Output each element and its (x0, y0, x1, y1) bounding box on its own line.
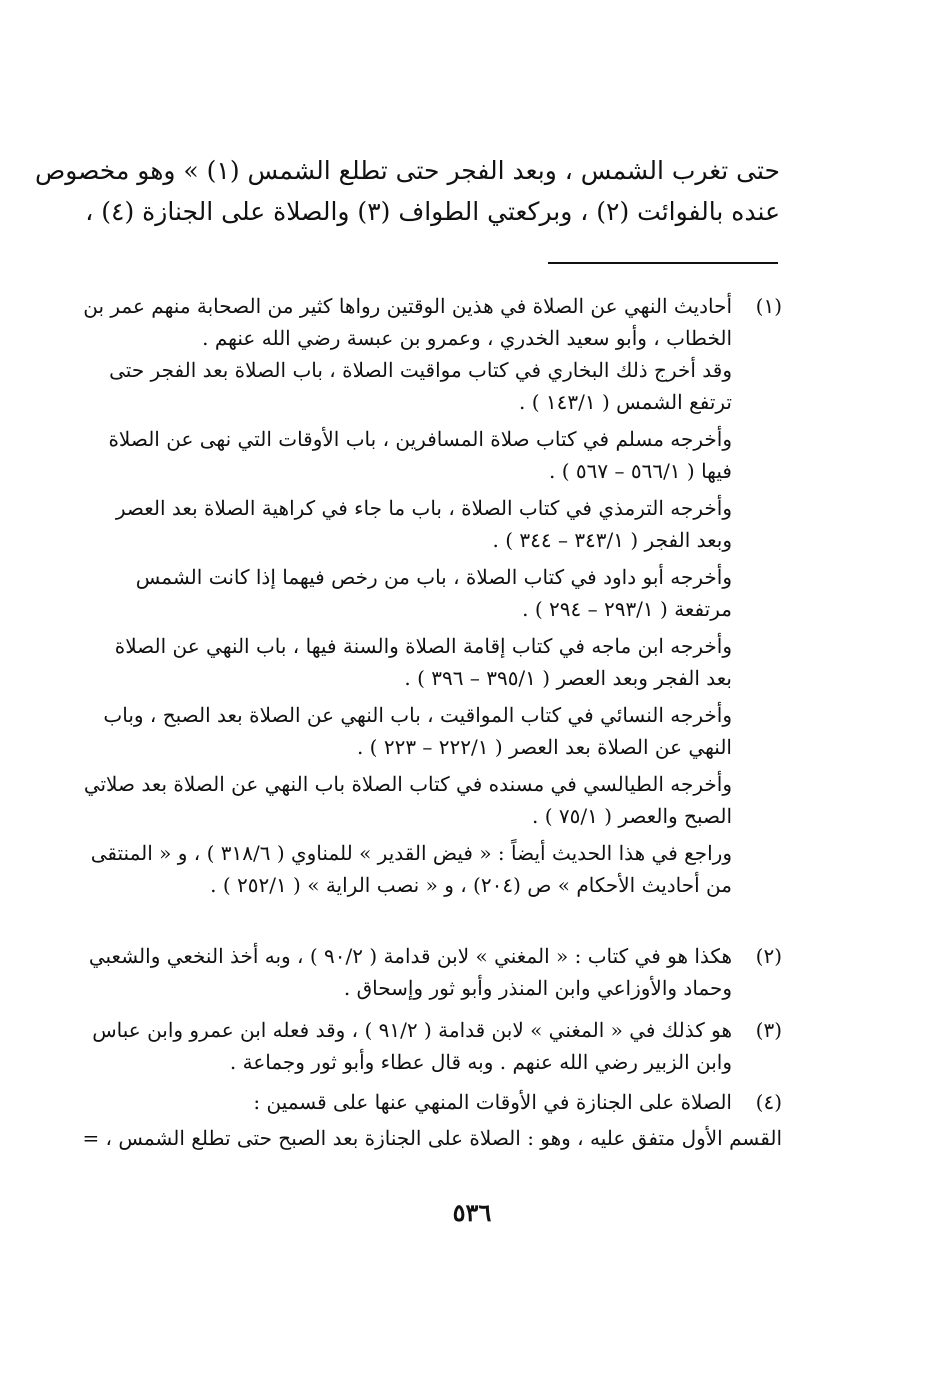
footnotes (0, 290, 944, 1154)
footnote-4 (0, 1086, 944, 1122)
page-number: ٥٣٦ (452, 1198, 492, 1227)
footnote-line: وابن الزبير رضي الله عنهم . وبه قال عطاء وأبو ثور وجماعة . (229, 1050, 732, 1074)
footnote-line: الصبح والعصر ( ٧٥/١ ) . (532, 804, 732, 828)
footnote-2 (0, 940, 944, 1014)
continuation-line: القسم الأول متفق عليه ، وهو : الصلاة على الجنازة بعد الصبح حتى تطلع الشمس ، = (82, 1126, 782, 1150)
footnote-number: (١) (755, 294, 782, 318)
footnote-number: (٢) (755, 944, 782, 968)
footnote-line: فيها ( ٥٦٦/١ – ٥٦٧ ) . (549, 459, 732, 483)
main-text (34, 150, 780, 232)
footnote-line: أحاديث النهي عن الصلاة في هذين الوقتين رواها كثير من الصحابة منهم عمر بن (83, 294, 732, 318)
footnote-line: وبعد الفجر ( ٣٤٣/١ – ٣٤٤ ) . (492, 528, 732, 552)
footnote-line: وراجع في هذا الحديث أيضاً : « فيض القدير » للمناوي ( ٣١٨/٦ ) ، و « المنتقى (90, 841, 732, 865)
footnote-line: وقد أخرج ذلك البخاري في كتاب مواقيت الصلاة ، باب الصلاة بعد الفجر حتى (109, 358, 732, 382)
footnote-3 (0, 1014, 944, 1086)
footnote-line: وأخرجه الترمذي في كتاب الصلاة ، باب ما جاء في كراهية الصلاة بعد العصر (115, 496, 732, 520)
footnote-line: الصلاة على الجنازة في الأوقات المنهي عنها على قسمين : (253, 1090, 732, 1114)
footnote-line: وأخرجه ابن ماجه في كتاب إقامة الصلاة والسنة فيها ، باب النهي عن الصلاة (114, 634, 732, 658)
footnote-line: وأخرجه النسائي في كتاب المواقيت ، باب النهي عن الصلاة بعد الصبح ، وباب (103, 703, 732, 727)
footnote-line: ترتفع الشمس ( ١٤٣/١ ) . (519, 390, 732, 414)
footnote-number: (٤) (755, 1090, 782, 1114)
footnote-line: النهي عن الصلاة بعد العصر ( ٢٢٢/١ – ٢٢٣ ) . (356, 735, 732, 759)
footnote-line: وحماد والأوزاعي وابن المنذر وأبو ثور وإسحاق . (343, 976, 732, 1000)
main-text-line: عنده بالفوائت (٢) ، وبركعتي الطواف (٣) والصلاة على الجنازة (٤) ، (85, 197, 780, 226)
footnote-line: وأخرجه مسلم في كتاب صلاة المسافرين ، باب الأوقات التي نهى عن الصلاة (108, 427, 732, 451)
footnote-line: مرتفعة ( ٢٩٣/١ – ٢٩٤ ) . (522, 597, 732, 621)
footnote-line: هو كذلك في « المغني » لابن قدامة ( ٩١/٢ ) ، وقد فعله ابن عمرو وابن عباس (92, 1018, 732, 1042)
footnote-line: من أحاديث الأحكام » ص (٢٠٤) ، و « نصب الراية » ( ٢٥٢/١ ) . (210, 873, 732, 897)
footnote-1 (0, 290, 944, 940)
footnote-line: الخطاب ، وأبو سعيد الخدري ، وعمرو بن عبسة رضي الله عنهم . (202, 326, 732, 350)
footnote-number: (٣) (755, 1018, 782, 1042)
footnote-line: وأخرجه الطيالسي في مسنده في كتاب الصلاة باب النهي عن الصلاة بعد صلاتي (83, 772, 732, 796)
footnote-separator (548, 262, 778, 264)
footnote-line: وأخرجه أبو داود في كتاب الصلاة ، باب من رخص فيهما إذا كانت الشمس (135, 565, 732, 589)
footnote-line: هكذا هو في كتاب : « المغني » لابن قدامة ( ٩٠/٢ ) ، وبه أخذ النخعي والشعبي (88, 944, 732, 968)
footnote-line: بعد الفجر وبعد العصر ( ٣٩٥/١ – ٣٩٦ ) . (404, 666, 732, 690)
main-text-line: حتى تغرب الشمس ، وبعد الفجر حتى تطلع الشمس (١) » وهو مخصوص (34, 156, 780, 185)
